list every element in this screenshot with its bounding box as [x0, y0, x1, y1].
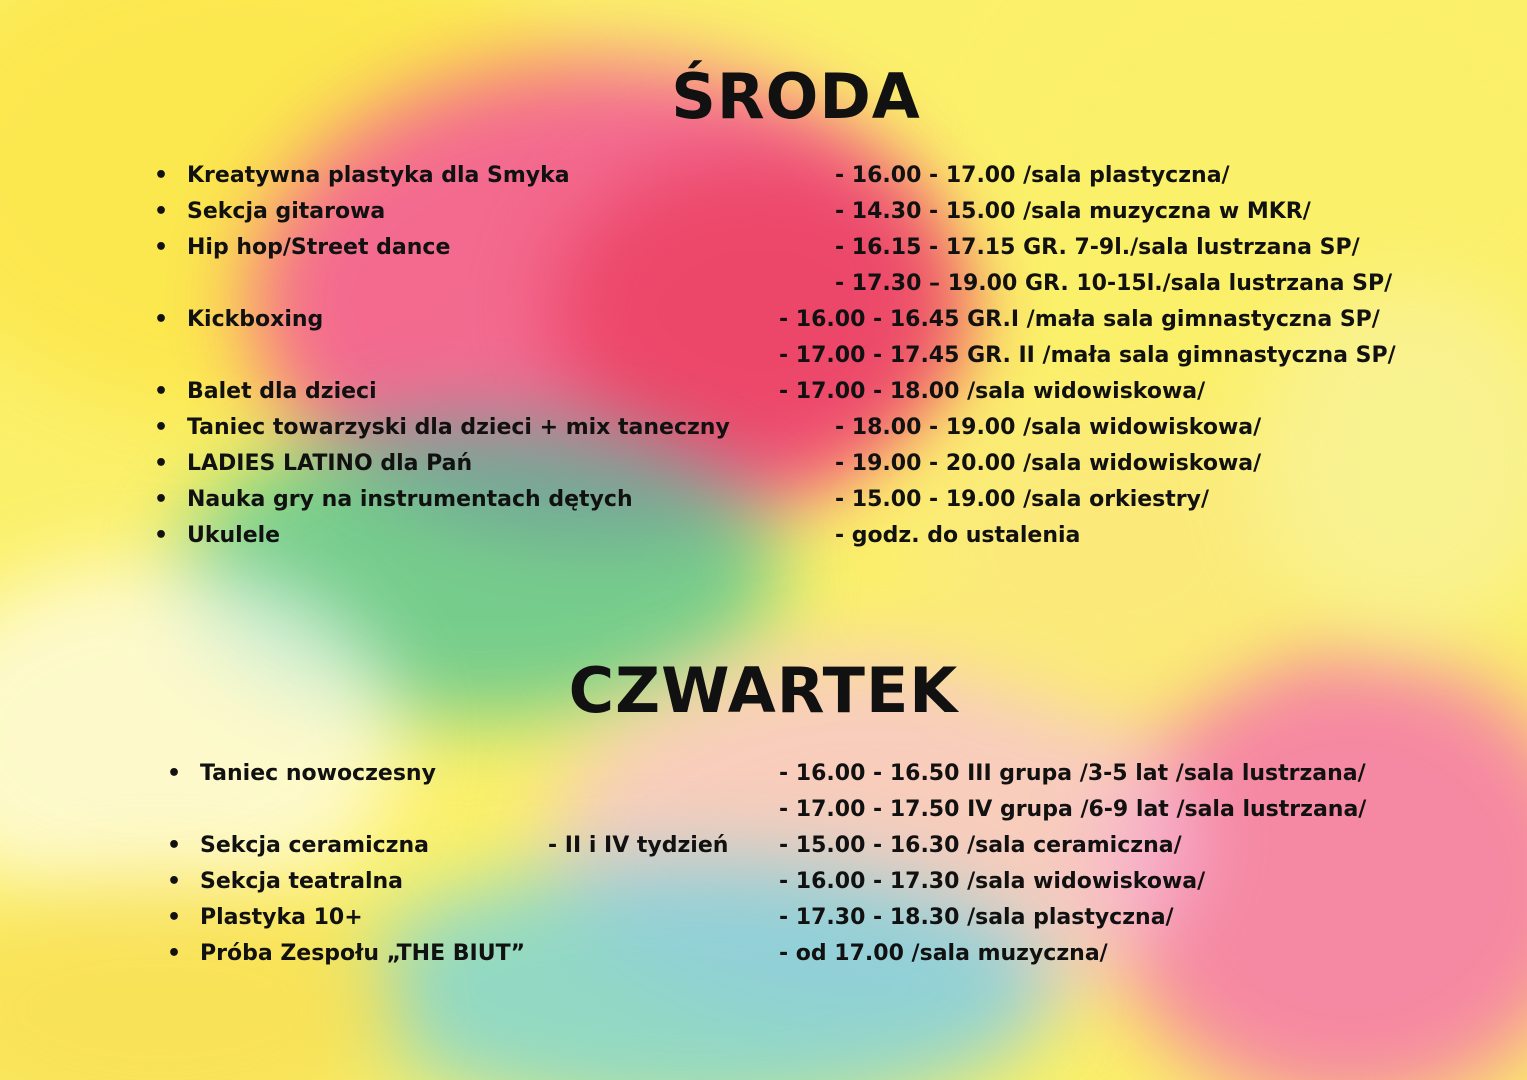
bullet: • [167, 761, 182, 786]
activity-time: - od 17.00 /sala muzyczna/ [779, 941, 1108, 966]
bullet: • [167, 905, 182, 930]
activity-time: - 16.00 - 16.45 GR.I /mała sala gimnastyczna SP/ [779, 307, 1380, 332]
activity-name: Taniec nowoczesny [200, 761, 436, 786]
activity-time: - 17.30 - 18.30 /sala plastyczna/ [779, 905, 1174, 930]
activity-time: - 15.00 - 19.00 /sala orkiestry/ [835, 487, 1209, 512]
activity-name: Balet dla dzieci [187, 379, 377, 404]
activity-time: - 14.30 - 15.00 /sala muzyczna w MKR/ [835, 199, 1311, 224]
activity-name: Kreatywna plastyka dla Smyka [187, 163, 570, 188]
activity-name: Sekcja teatralna [200, 869, 404, 894]
bullet: • [154, 307, 169, 332]
bullet: • [154, 379, 169, 404]
bullet: • [154, 487, 169, 512]
activity-time: - 17.00 - 17.50 IV grupa /6-9 lat /sala lustrzana/ [779, 797, 1367, 822]
activity-note: - II i IV tydzień [548, 833, 729, 858]
bullet: • [167, 869, 182, 894]
bullet: • [167, 941, 182, 966]
activity-name: Plastyka 10+ [200, 905, 363, 930]
bullet: • [154, 235, 169, 260]
activity-time: - 17.00 - 18.00 /sala widowiskowa/ [779, 379, 1206, 404]
wednesday-heading: ŚRODA [671, 60, 921, 133]
activity-time: - 17.30 – 19.00 GR. 10-15l./sala lustrzana SP/ [835, 271, 1393, 296]
activity-name: Ukulele [187, 523, 281, 548]
bullet: • [154, 451, 169, 476]
activity-name: Sekcja ceramiczna [200, 833, 429, 858]
activity-name: Próba Zespołu „THE BIUT” [200, 941, 526, 966]
bullet: • [154, 199, 169, 224]
activity-time: - 19.00 - 20.00 /sala widowiskowa/ [835, 451, 1262, 476]
activity-time: - 15.00 - 16.30 /sala ceramiczna/ [779, 833, 1182, 858]
bullet: • [167, 833, 182, 858]
activity-time: - 16.00 - 17.00 /sala plastyczna/ [835, 163, 1230, 188]
activity-name: LADIES LATINO dla Pań [187, 451, 473, 476]
activity-name: Sekcja gitarowa [187, 199, 386, 224]
activity-time: - 16.15 - 17.15 GR. 7-9l./sala lustrzana SP/ [835, 235, 1360, 260]
bullet: • [154, 523, 169, 548]
bullet: • [154, 163, 169, 188]
activity-time: - 16.00 - 16.50 III grupa /3-5 lat /sala lustrzana/ [779, 761, 1366, 786]
activity-time: - 18.00 - 19.00 /sala widowiskowa/ [835, 415, 1262, 440]
bullet: • [154, 415, 169, 440]
activity-name: Nauka gry na instrumentach dętych [187, 487, 633, 512]
activity-time: - 16.00 - 17.30 /sala widowiskowa/ [779, 869, 1206, 894]
activity-name: Kickboxing [187, 307, 324, 332]
activity-time: - 17.00 - 17.45 GR. II /mała sala gimnastyczna SP/ [779, 343, 1396, 368]
activity-time: - godz. do ustalenia [835, 523, 1081, 548]
thursday-heading: CZWARTEK [568, 654, 959, 727]
activity-name: Taniec towarzyski dla dzieci + mix taneczny [187, 415, 730, 440]
activity-name: Hip hop/Street dance [187, 235, 451, 260]
